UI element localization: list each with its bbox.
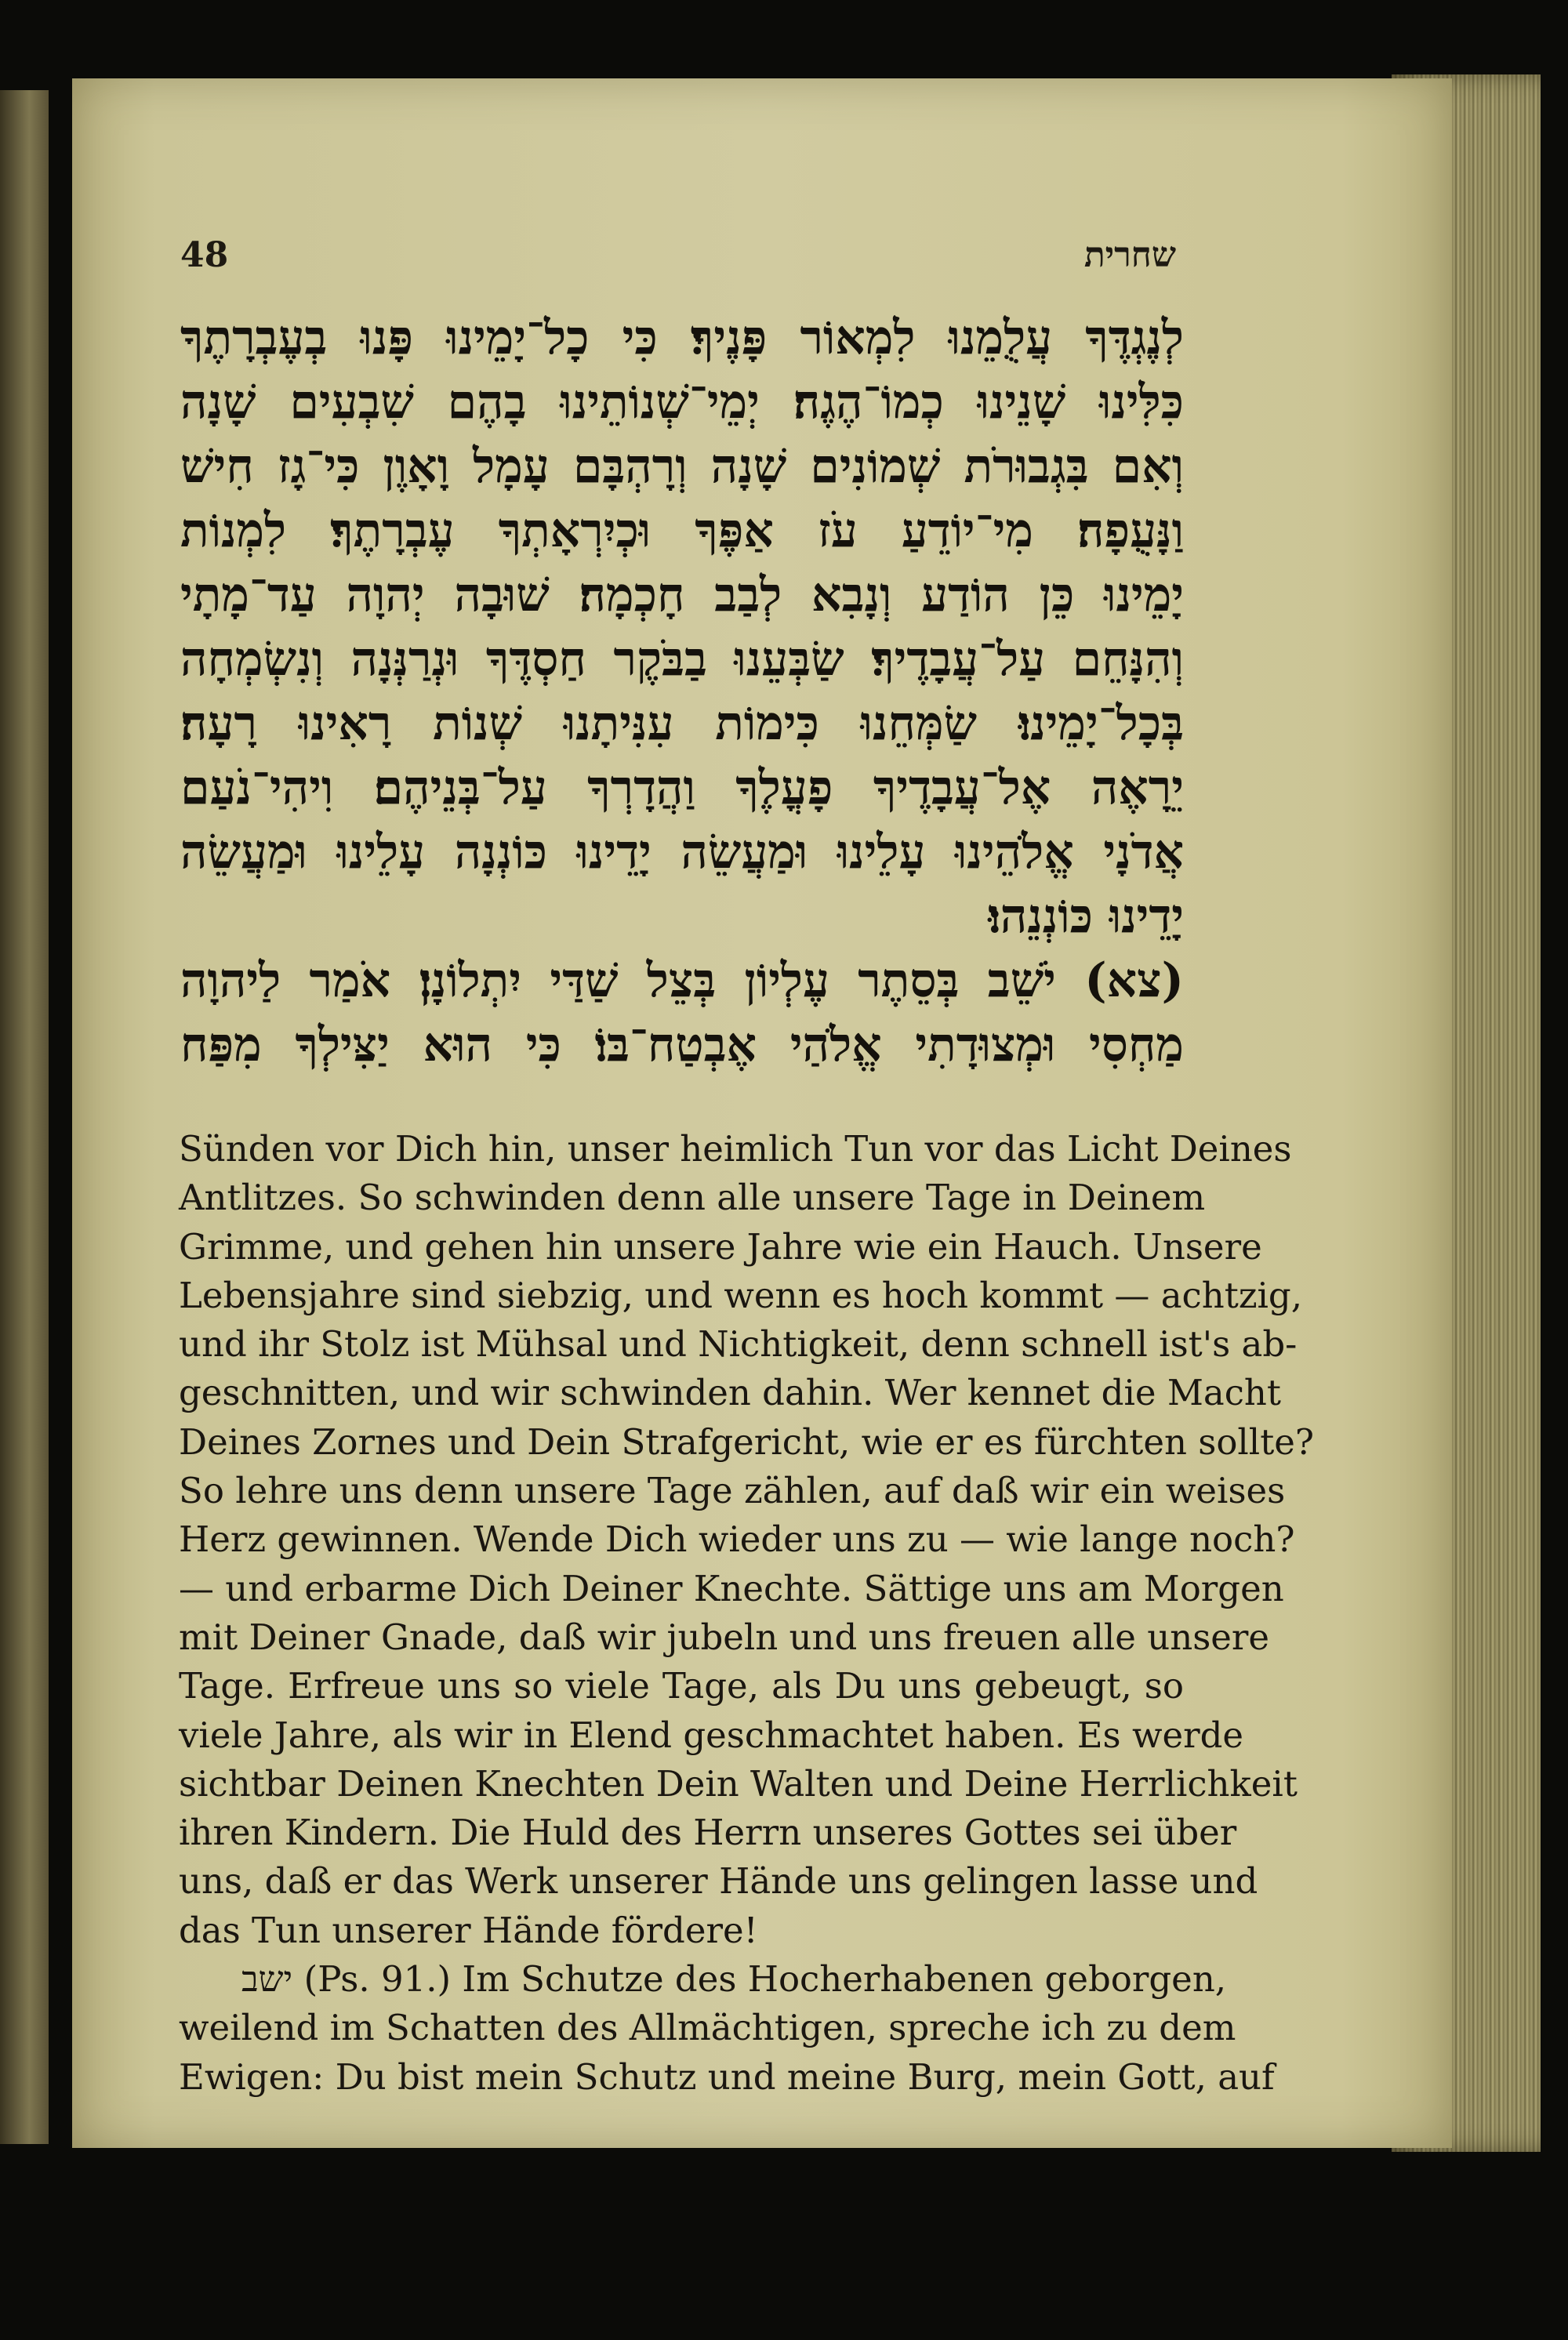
hebrew-line: וְאִם בִּגְבוּרֹת שְׁמוֹנִים שָׁנָה וְרָהְבָּם עָמָל וָאָוֶן כִּי־גָז חִישׁ [180, 439, 1184, 494]
hebrew-line: אֲדֹנָי אֱלֹהֵינוּ עָלֵינוּ וּמַעֲשֵׂה יָדֵינוּ כּוֹנְנָה עָלֵינוּ וּמַעֲשֵׂה [180, 825, 1184, 880]
german-line: uns, daß er das Werk unserer Hände uns gelingen lasse und [179, 1860, 1258, 1903]
german-line: weilend im Schatten des Allmächtigen, spreche ich zu dem [179, 2007, 1236, 2049]
hebrew-line: יֵרָאֶה אֶל־עֲבָדֶיךָ פָעֳלֶךָ וַהֲדָרְךָ עַל־בְּנֵיהֶם׃ וִיהִי־נֹעַם [180, 760, 1184, 815]
german-line: und ihr Stolz ist Mühsal und Nichtigkeit, denn schnell ist's ab- [179, 1323, 1298, 1366]
german-line: Ewigen: Du bist mein Schutz und meine Burg, mein Gott, auf [179, 2055, 1275, 2098]
german-line: Herz gewinnen. Wende Dich wieder uns zu — wie lange noch? [179, 1518, 1295, 1561]
german-translation-block [179, 1125, 1315, 2102]
hebrew-line: וְהִנָּחֵם עַל־עֲבָדֶיךָ׃ שַׂבְּעֵנוּ בַבֹּקֶר חַסְדֶּךָ וּנְרַנְּנָה וְנִשְׂמְחָה [180, 632, 1184, 687]
hebrew-line: כִּלִּינוּ שָׁנֵינוּ כְמוֹ־הֶגֶה׃ יְמֵי־שְׁנוֹתֵינוּ בָהֶם שִׁבְעִים שָׁנָה [180, 375, 1184, 430]
german-line: sichtbar Deinen Knechten Dein Walten und Deine Herrlichkeit [179, 1762, 1298, 1805]
german-line: Grimme, und gehen hin unsere Jahre wie ein Hauch. Unsere [179, 1225, 1262, 1268]
hebrew-line: יָמֵינוּ כֵּן הוֹדַע וְנָבִא לְבַב חָכְמָה׃ שׁוּבָה יְהוָה עַד־מָתָי [180, 568, 1184, 622]
german-line: Tage. Erfreue uns so viele Tage, als Du uns gebeugt, so [179, 1665, 1184, 1707]
hebrew-line: מַחְסִי וּמְצוּדָתִי אֱלֹהַי אֶבְטַח־בּוֹ׃ כִּי הוּא יַצִּילְךָ מִפַּח [180, 1018, 1184, 1072]
hebrew-line: יָדֵינוּ כּוֹנְנֵהוּ׃ [988, 889, 1184, 944]
page-number: 48 [180, 235, 229, 275]
german-line: Sünden vor Dich hin, unser heimlich Tun vor das Licht Deines [179, 1128, 1292, 1170]
running-head [180, 235, 1176, 282]
german-line: geschnitten, und wir schwinden dahin. Wer kennet die Macht [179, 1372, 1281, 1414]
facing-page-edge [0, 90, 49, 2144]
german-line: das Tun unserer Hände fördere! [179, 1909, 758, 1951]
german-line: So lehre uns denn unsere Tage zählen, auf daß wir ein weises [179, 1470, 1286, 1512]
german-line: ihren Kindern. Die Huld des Herrn unseres Gottes sei über [179, 1812, 1237, 1854]
hebrew-line: לְנֶגְדֶּךָ עֲלֻמֵנוּ לִמְאוֹר פָּנֶיךָ׃ כִּי כָל־יָמֵינוּ פָּנוּ בְעֶבְרָתֶךָ [180, 310, 1184, 365]
german-line: ישב (Ps. 91.) Im Schutze des Hocherhabenen geborgen, [241, 1958, 1227, 2001]
german-line: Lebensjahre sind siebzig, und wenn es hoch kommt — achtzig, [179, 1274, 1303, 1316]
hebrew-text-block [180, 306, 1184, 1077]
german-line: — und erbarme Dich Deiner Knechte. Sättige uns am Morgen [179, 1567, 1284, 1609]
german-line: Deines Zornes und Dein Strafgericht, wie er es fürchten sollte? [179, 1420, 1315, 1463]
german-line: mit Deiner Gnade, daß wir jubeln und uns freuen alle unsere [179, 1616, 1270, 1658]
section-title: שחרית [1083, 235, 1176, 275]
hebrew-line: וַנָּעֻפָה׃ מִי־יוֹדֵעַ עֹז אַפֶּךָ וּכְיִרְאָתְךָ עֶבְרָתֶךָ׃ לִמְנוֹת [180, 503, 1184, 558]
hebrew-line: (צא) יֹשֵׁב בְּסֵתֶר עֶלְיוֹן בְּצֵל שַׁדַּי יִתְלוֹנָן׃ אֹמַר לַיהוָה [180, 953, 1184, 1008]
german-line: Antlitzes. So schwinden denn alle unsere Tage in Deinem [179, 1177, 1206, 1219]
hebrew-line: בְּכָל־יָמֵינוּ׃ שַׂמְּחֵנוּ כִּימוֹת עִנִּיתָנוּ שְׁנוֹת רָאִינוּ רָעָה׃ [180, 696, 1184, 751]
german-line: viele Jahre, als wir in Elend geschmachtet haben. Es werde [179, 1714, 1244, 1756]
